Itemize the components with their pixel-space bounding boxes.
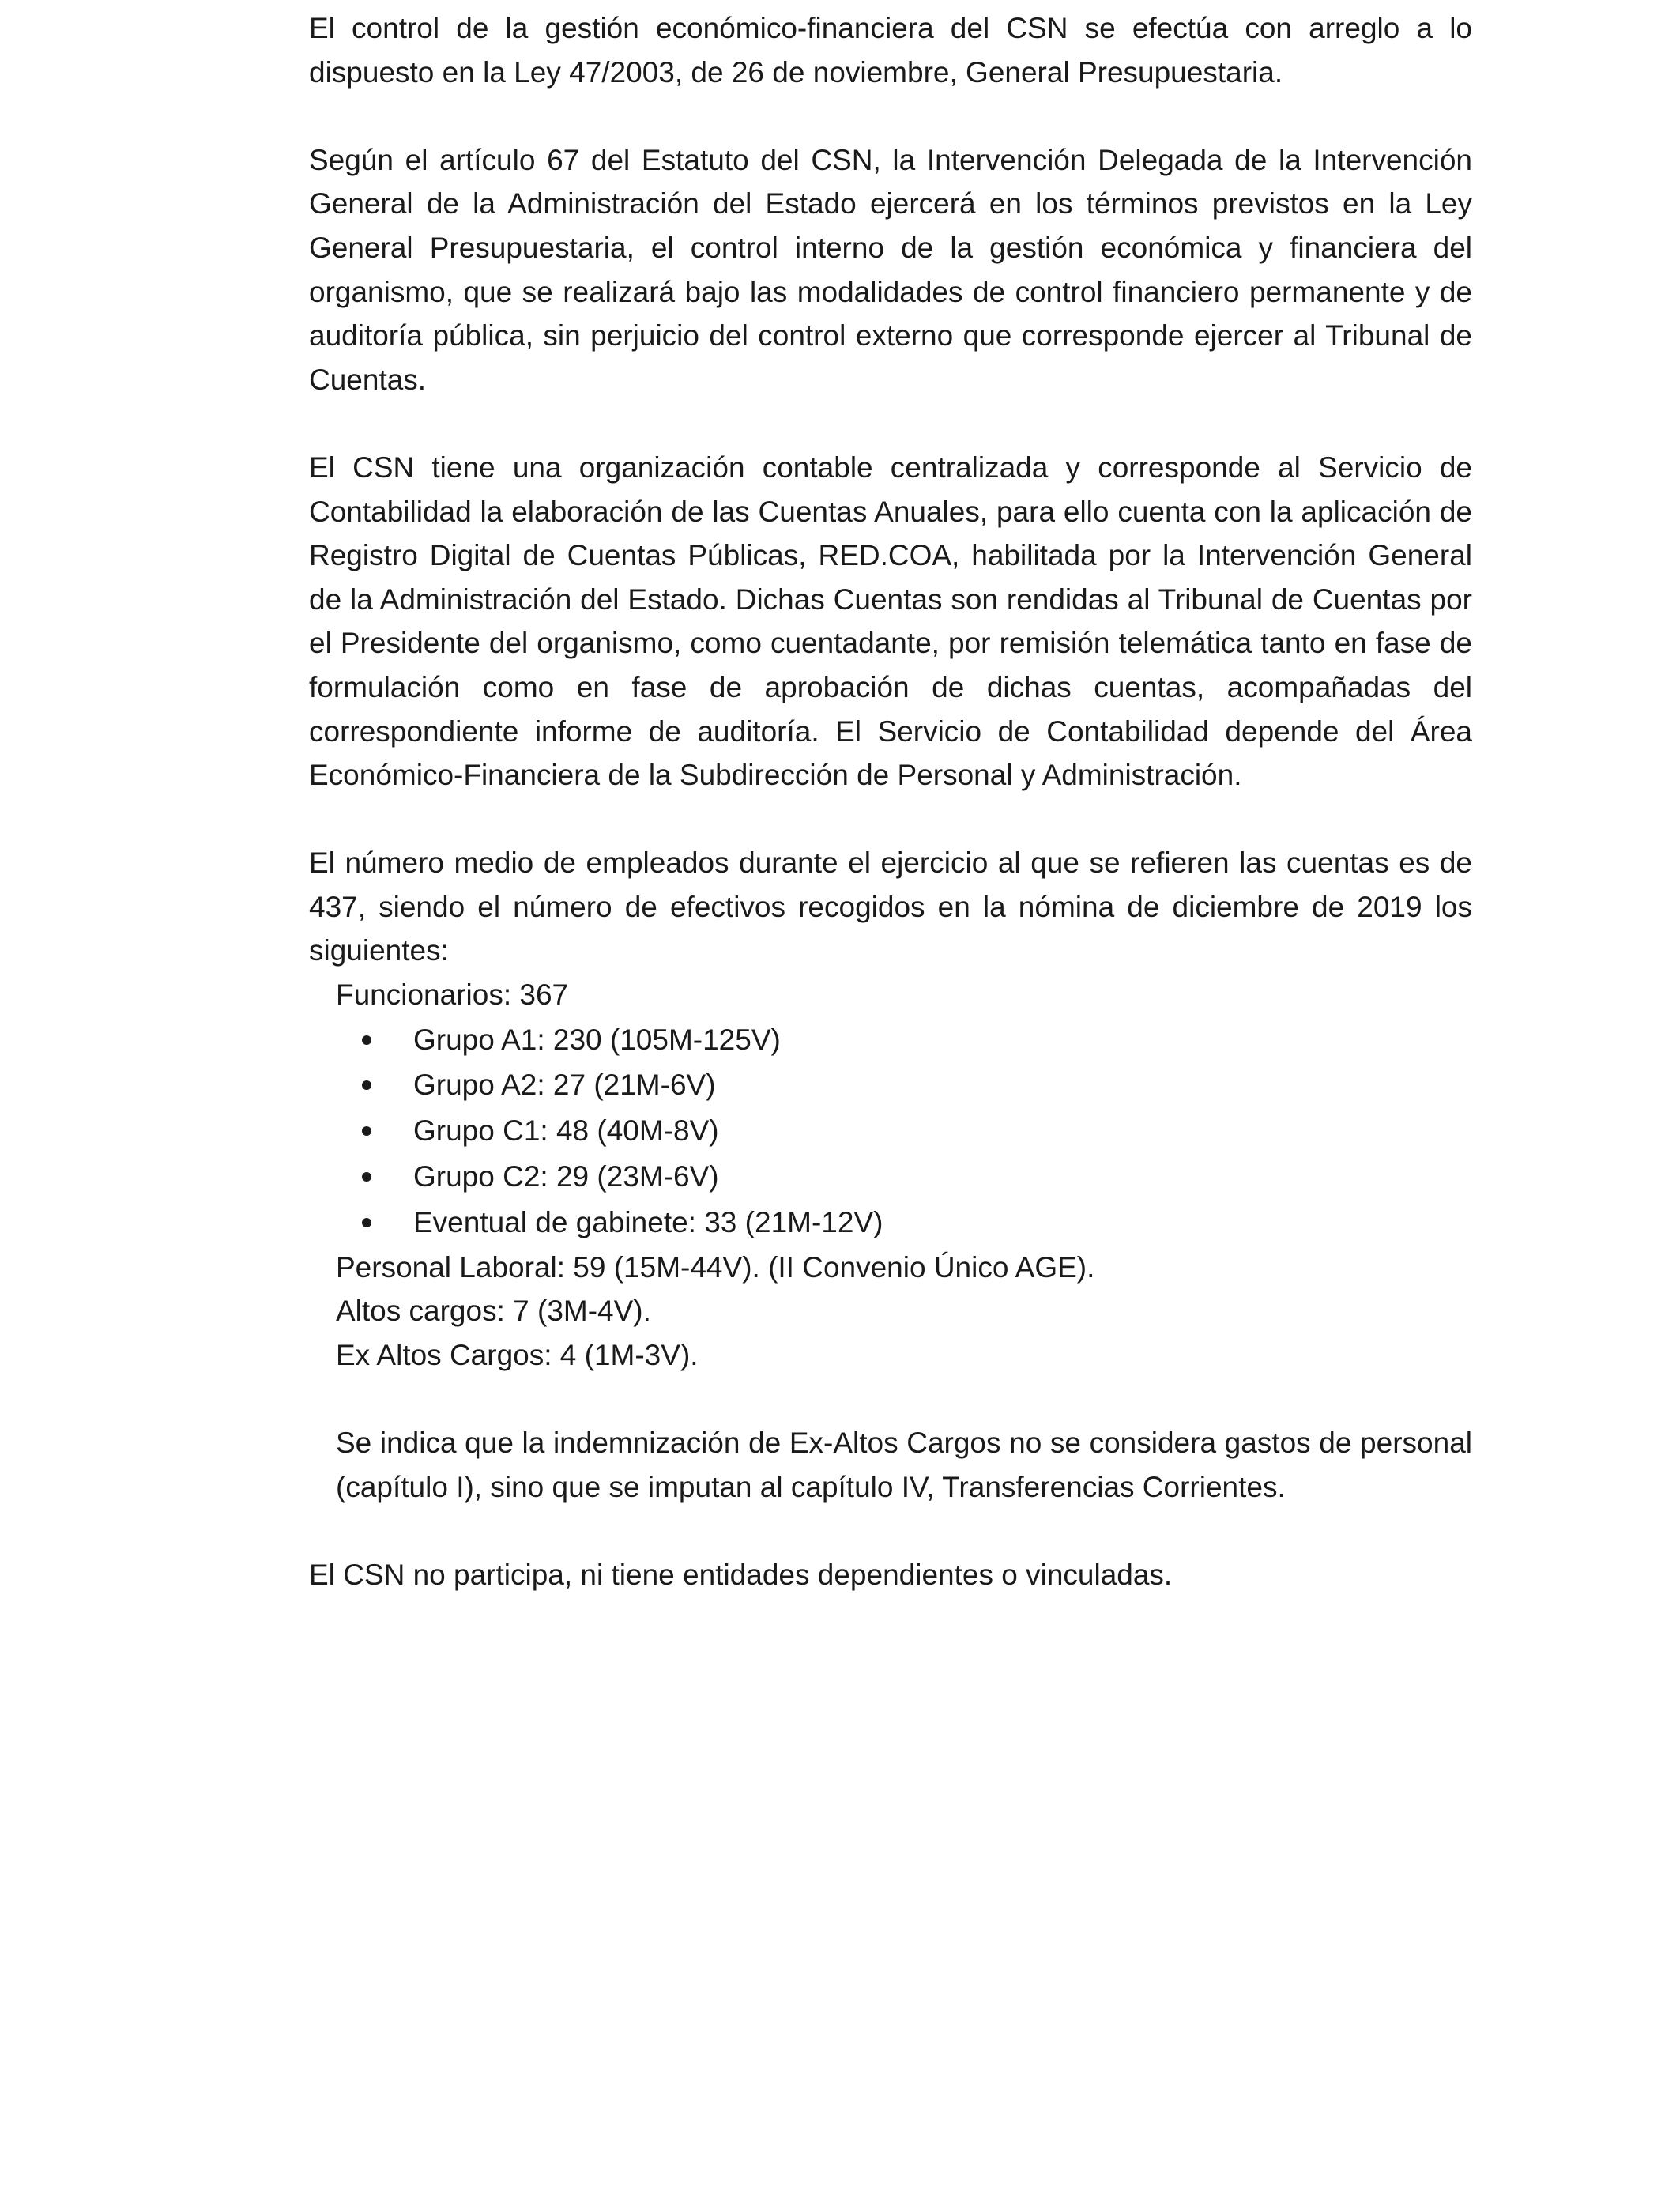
paragraph-indemnizacion: Se indica que la indemnización de Ex-Altos Cargos no se considera gastos de personal (capítulo I), sino que se imputan al capítulo IV, Transferencias Corrientes. (336, 1427, 1472, 1503)
list-item (362, 1017, 1472, 1063)
personal-laboral-line: Personal Laboral: 59 (15M-44V). (II Convenio Único AGE). (336, 1250, 1095, 1284)
bullet-icon (362, 1172, 371, 1182)
list-item-text: Eventual de gabinete: 33 (21M-12V) (413, 1205, 883, 1238)
bullet-icon (362, 1035, 371, 1045)
list-item (362, 1062, 1472, 1108)
bullet-icon (362, 1080, 371, 1090)
list-item (362, 1154, 1472, 1200)
grupos-list (309, 1017, 1472, 1246)
funcionarios-label: Funcionarios: 367 (336, 978, 569, 1012)
list-item (362, 1200, 1472, 1246)
list-item-text: Grupo A1: 230 (105M-125V) (413, 1023, 781, 1056)
bullet-icon (362, 1126, 371, 1136)
list-item-text: Grupo C2: 29 (23M-6V) (413, 1160, 719, 1193)
paragraph-control-gestion: El control de la gestión económico-financiera del CSN se efectúa con arreglo a lo dispuesto en la Ley 47/2003, de 26 de noviembre, General Presupuestaria. (309, 12, 1472, 89)
paragraph-estatuto-intervencion: Según el artículo 67 del Estatuto del CSN, la Intervención Delegada de la Intervención General de la Administración del Estado ejercerá en los términos previstos en la Ley General Presupuestaria, el control interno de la gestión económica y financiera del organismo, que se realizará bajo las modalidades de control financiero permanente y de auditoría pública, sin perjuicio del control externo que corresponde ejercer al Tribunal de Cuentas. (309, 143, 1472, 396)
list-item-text: Grupo A2: 27 (21M-6V) (413, 1069, 716, 1102)
list-item (362, 1108, 1472, 1154)
paragraph-cierre: El CSN no participa, ni tiene entidades dependientes o vinculadas. (309, 1558, 1173, 1591)
list-item-text: Grupo C1: 48 (40M-8V) (413, 1114, 719, 1148)
document-body (309, 6, 1472, 1641)
ex-altos-cargos-line: Ex Altos Cargos: 4 (1M-3V). (336, 1338, 699, 1371)
bullet-icon (362, 1218, 371, 1227)
paragraph-numero-empleados: El número medio de empleados durante el ejercicio al que se refieren las cuentas es de 437, siendo el número de efectivos recogidos en la nómina de diciembre de 2019 los siguientes: (309, 846, 1472, 967)
paragraph-organizacion-contable: El CSN tiene una organización contable centralizada y corresponde al Servicio de Contabilidad la elaboración de las Cuentas Anuales, para ello cuenta con la aplicación de Registro Digital de Cuentas Públicas, RED.COA, habilitada por la Intervención General de la Administración del Estado. Dichas Cuentas son rendidas al Tribunal de Cuentas por el Presidente del organismo, como cuentadante, por remisión telemática tanto en fase de formulación como en fase de aprobación de dichas cuentas, acompañadas del correspondiente informe de auditoría. El Servicio de Contabilidad depende del Área Económico-Financiera de la Subdirección de Personal y Administración. (309, 450, 1472, 792)
altos-cargos-line: Altos cargos: 7 (3M-4V). (336, 1295, 651, 1328)
